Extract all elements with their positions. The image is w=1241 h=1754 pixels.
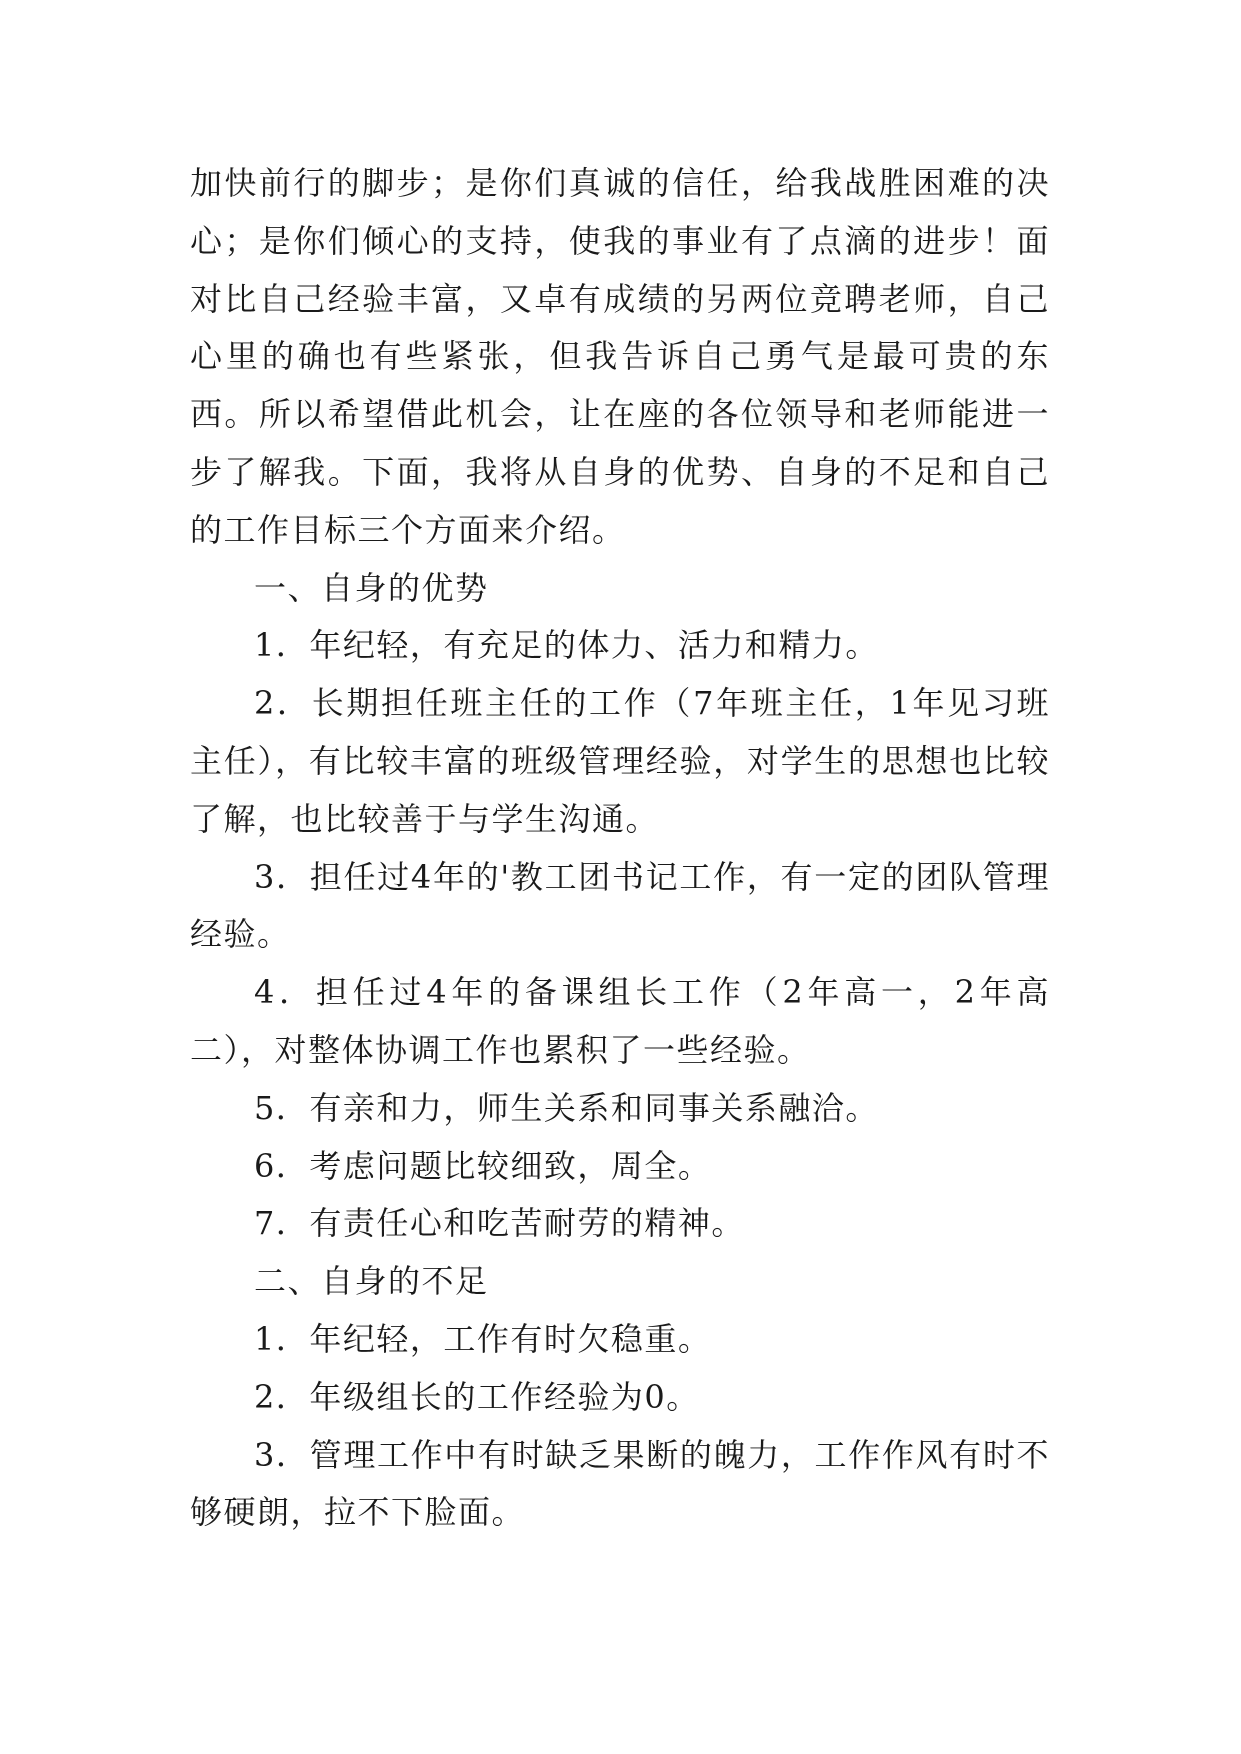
section-heading-weaknesses: 二、自身的不足: [254, 1262, 489, 1301]
strength-item-7: 7．有责任心和吃苦耐劳的精神。: [254, 1204, 745, 1243]
weakness-item-1: 1．年纪轻，工作有时欠稳重。: [254, 1319, 712, 1358]
strength-item-4: 4．担任过4年的备课组长工作（2年高一，2年高二），对整体协调工作也累积了一些经验。: [190, 973, 1050, 1069]
weakness-item-3: 3．管理工作中有时缺乏果断的魄力，工作作风有时不够硬朗，拉不下脸面。: [190, 1435, 1050, 1532]
strength-item-1: 1．年纪轻，有充足的体力、活力和精力。: [254, 626, 879, 665]
strength-item-5: 5．有亲和力，师生关系和同事关系融洽。: [254, 1088, 879, 1127]
intro-paragraph: 加快前行的脚步；是你们真诚的信任，给我战胜困难的决心；是你们倾心的支持，使我的事业有了点滴的进步！面对比自己经验丰富，又卓有成绩的另两位竞聘老师，自己心里的确也有些紧张，但我告诉自己勇气是最可贵的东西。所以希望借此机会，让在座的各位领导和老师能进一步了解我。下面，我将从自身的优势、自身的不足和自己的工作目标三个方面来介绍。: [190, 164, 1050, 549]
strength-item-3: 3．担任过4年的'教工团书记工作，有一定的团队管理经验。: [190, 857, 1050, 954]
section-heading-strengths: 一、自身的优势: [254, 568, 489, 607]
strength-item-2: 2．长期担任班主任的工作（7年班主任，1年见习班主任），有比较丰富的班级管理经验，对学生的思想也比较了解，也比较善于与学生沟通。: [190, 684, 1050, 838]
document-body: [190, 155, 1050, 1542]
strength-item-6: 6．考虑问题比较细致，周全。: [254, 1146, 712, 1185]
weakness-item-2: 2．年级组长的工作经验为0。: [254, 1377, 700, 1416]
